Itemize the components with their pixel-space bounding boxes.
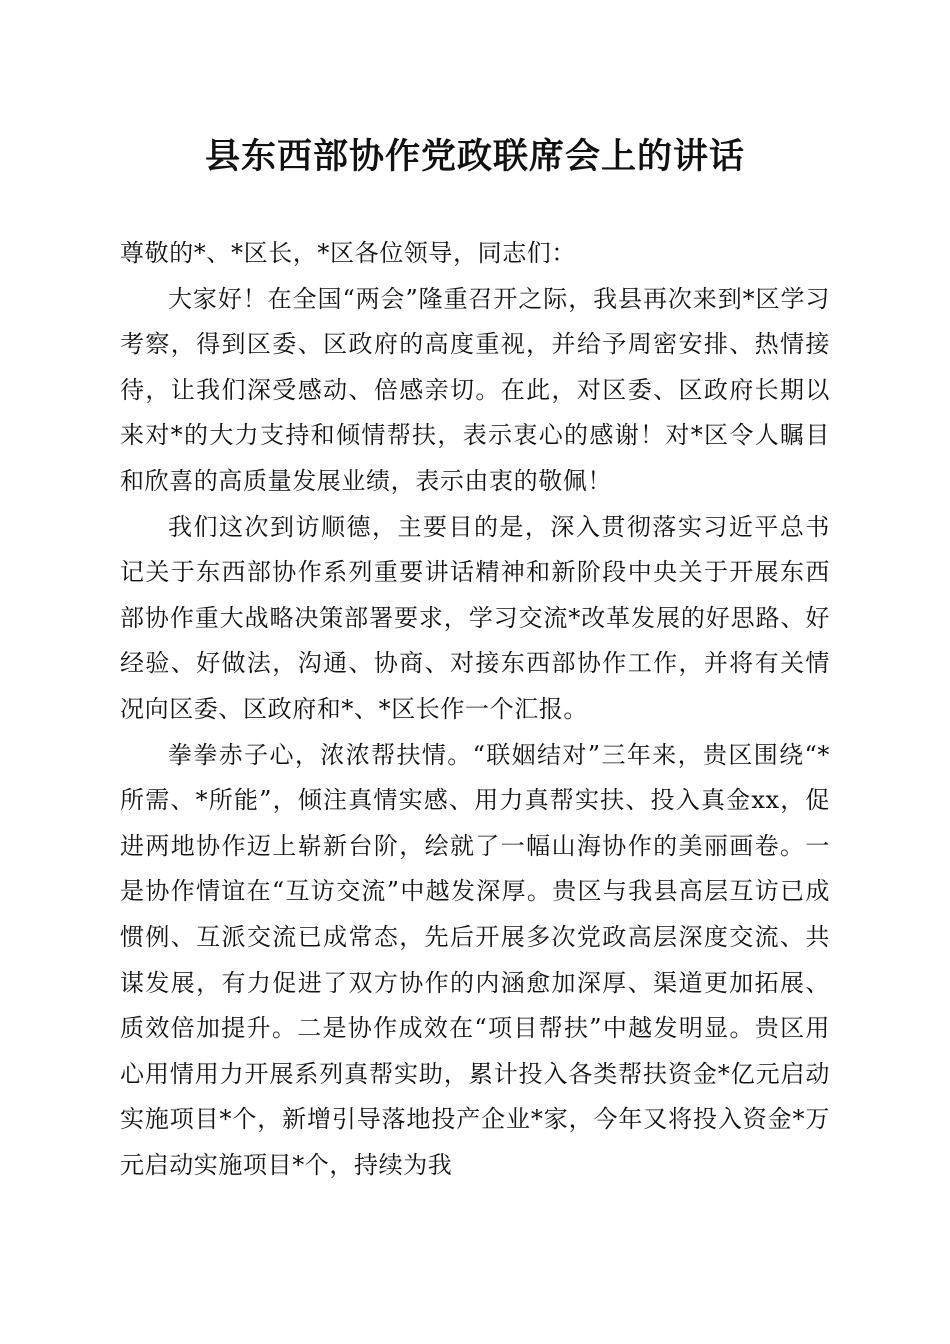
document-body xyxy=(120,231,830,1188)
document-title: 县东西部协作党政联席会上的讲话 xyxy=(204,136,745,177)
paragraph-2: 我们这次到访顺德，主要目的是，深入贯彻落实习近平总书记关于东西部协作系列重要讲话精神和新阶段中央关于开展东西部协作重大战略决策部署要求，学习交流*改革发展的好思路、好经验、好做法，沟通、协商、对接东西部协作工作，并将有关情况向区委、区政府和*、*区长作一个汇报。 xyxy=(120,512,830,723)
paragraph-3: 拳拳赤子心，浓浓帮扶情。“联姻结对”三年来，贵区围绕“*所需、*所能”，倾注真情实感、用力真帮实扶、投入真金xx，促进两地协作迈上崭新台阶，绘就了一幅山海协作的美丽画卷。一是协作情谊在“互访交流”中越发深厚。贵区与我县高层互访已成惯例、互派交流已成常态，先后开展多次党政高层深度交流、共谋发展，有力促进了双方协作的内涵愈加深厚、渠道更加拓展、质效倍加提升。二是协作成效在“项目帮扶”中越发明显。贵区用心用情用力开展系列真帮实助，累计投入各类帮扶资金*亿元启动实施项目*个，新增引导落地投产企业*家，今年又将投入资金*万元启动实施项目*个，持续为我 xyxy=(120,740,830,1179)
paragraph-1: 大家好！在全国“两会”隆重召开之际，我县再次来到*区学习考察，得到区委、区政府的高度重视，并给予周密安排、热情接待，让我们深受感动、倍感亲切。在此，对区委、区政府长期以来对*的大力支持和倾情帮扶，表示衷心的感谢！对*区令人瞩目和欣喜的高质量发展业绩，表示由衷的敬佩！ xyxy=(120,284,830,495)
salutation: 尊敬的*、*区长，*区各位领导，同志们： xyxy=(120,239,576,267)
